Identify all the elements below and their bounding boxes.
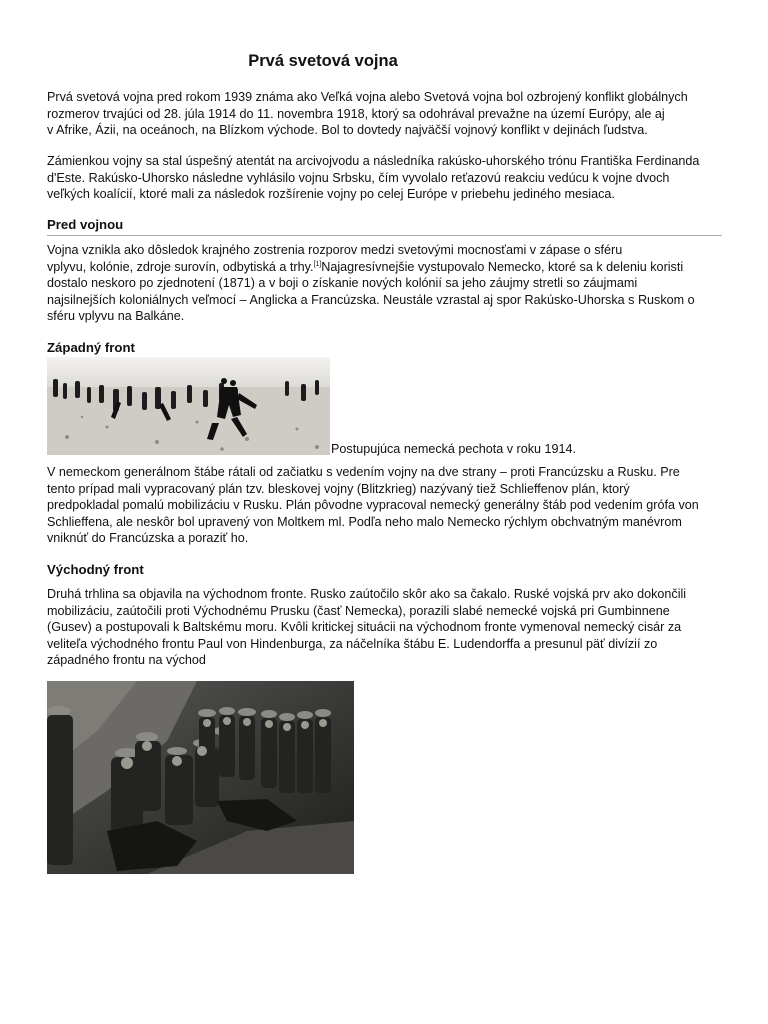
section-heading-pred-vojnou: Pred vojnou xyxy=(47,217,124,232)
text-line: (Gusev) a postupovali k Baltskému moru. Kvôli kritickej situácii na východnom fronte vymenoval nemecký cisár za xyxy=(47,620,682,634)
text-line: vniknúť do Francúzska a poraziť ho. xyxy=(47,531,249,545)
trench-soldiers-photo xyxy=(47,681,354,874)
photo-caption: Postupujúca nemecká pechota v roku 1914. xyxy=(331,442,577,456)
section-heading-zapadny-front: Západný front xyxy=(47,340,135,355)
intro-paragraph-2 xyxy=(47,153,727,203)
text-line: najsilnejších koloniálnych veľmocí – Anglicka a Francúzska. Neustále vzrastal aj spor Rakúsko-Uhorska s Ruskom o xyxy=(47,292,695,307)
text-line: v Afrike, Ázii, na oceánoch, na Blízkom východe. Bol to dovtedy najväčší vojnový konflikt v dejinách ľudstva. xyxy=(47,123,648,137)
intro-paragraph-1 xyxy=(47,89,727,139)
text-fragment: vplyvu, kolónie, zdroje surovín, odbytiská a trhy. xyxy=(47,259,314,274)
text-line: Druhá trhlina sa objavila na východnom fronte. Rusko zaútočilo skôr ako sa čakalo. Ruské vojská prv ako dokončili xyxy=(47,587,687,601)
text-line: západného frontu na východ xyxy=(47,653,206,667)
text-fragment: Najagresívnejšie vystupovalo Nemecko, ktoré sa k deleniu koristi xyxy=(321,259,684,274)
text-line: mobilizáciu, zaútočili proti Východnému Prusku (časť Nemecka), porazili slabé nemecké vojská pri Gumbinnene xyxy=(47,603,670,618)
infantry-photo xyxy=(47,357,330,455)
text-line: d'Este. Rakúsko-Uhorsko následne vyhlásilo vojnu Srbsku, čím vyvolalo reťazovú reakciu vedúcu k vojne dvoch xyxy=(47,170,670,185)
text-line: Prvá svetová vojna pred rokom 1939 známa ako Veľká vojna alebo Svetová vojna bol ozbrojený konflikt globálnych xyxy=(47,90,688,104)
text-line: Vojna vznikla ako dôsledok krajného zostrenia rozporov medzi svetovými mocnosťami v zápase o sféru xyxy=(47,243,623,257)
section-paragraph-pred-vojnou xyxy=(47,242,727,325)
text-line xyxy=(47,259,727,276)
section-paragraph-vychodny-front xyxy=(47,586,727,669)
text-line: tento prípad mali vypracovaný plán tzv. bleskovej vojny (Blitzkrieg) nazývaný tiež Schlieffenov plán, ktorý xyxy=(47,481,630,496)
section-heading-vychodny-front: Východný front xyxy=(47,562,144,577)
text-line: V nemeckom generálnom štábe rátali od začiatku s vedením vojny na dve strany – proti Francúzsku a Rusku. Pre xyxy=(47,465,680,479)
text-line: veliteľa východného frontu Paul von Hindenburga, za náčelníka štábu E. Ludendorffa a presunul päť divízií zo xyxy=(47,636,658,651)
document-title: Prvá svetová vojna xyxy=(248,52,398,70)
text-line: veľkých koalícií, ktoré mali za následok rozšírenie vojny po celej Európe v priebehu jediného mesiaca. xyxy=(47,187,615,201)
heading-underline xyxy=(47,235,722,236)
text-line: Schlieffena, ale neskôr bol upravený von Moltkem ml. Podľa neho malo Nemecko rýchlym obchvatným manévrom xyxy=(47,514,682,529)
text-line: rozmerov trvajúci od 28. júla 1914 do 11. novembra 1918, ktorý sa odohrával prevažne na území Európy, ale aj xyxy=(47,106,665,121)
text-line: Zámienkou vojny sa stal úspešný atentát na arcivojvodu a následníka rakúsko-uhorského trónu Františka Ferdinanda xyxy=(47,154,700,168)
text-line: predpokladal pomalú mobilizáciu v Rusku. Plán pôvodne vypracoval nemecký generálny štáb pod vedením grófa von xyxy=(47,498,699,512)
citation-link[interactable]: [1] xyxy=(313,260,322,268)
section-paragraph-zapadny-front xyxy=(47,464,727,547)
text-line: sféru vplyvu na Balkáne. xyxy=(47,309,185,323)
text-line: dostalo neskoro po zjednotení (1871) a v boji o získanie nových kolónií sa jeho záujmy stretli so záujmami xyxy=(47,276,638,290)
